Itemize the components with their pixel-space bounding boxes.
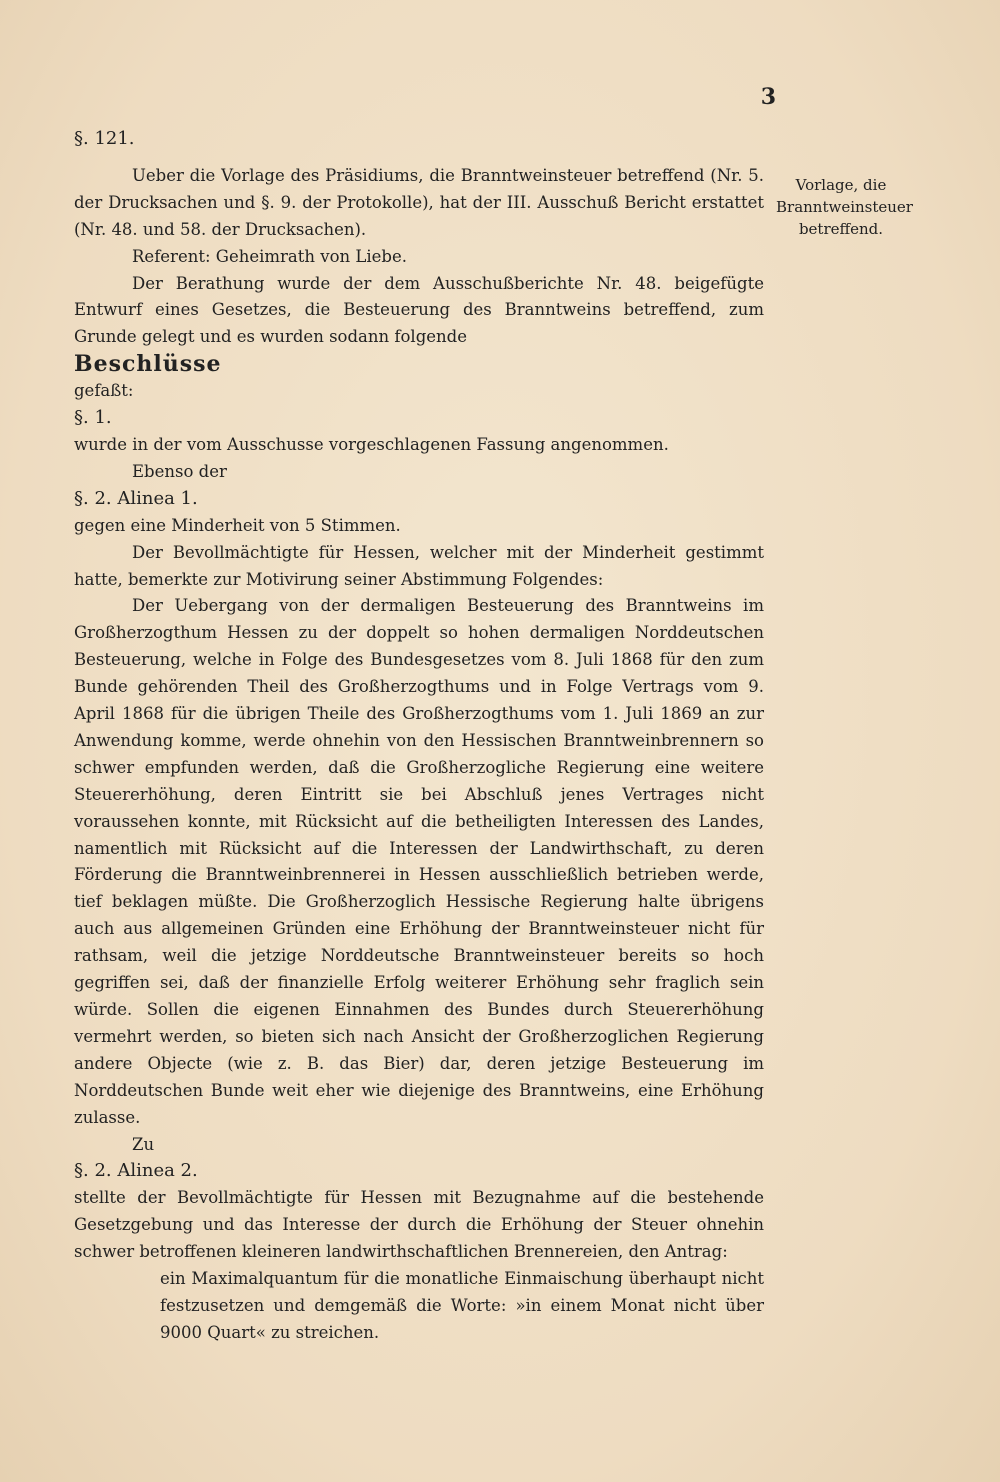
paragraph-berathung: Der Berathung wurde der dem Ausschußberichte Nr. 48. beigefügte Entwurf eines Gesetzes, die Besteuerung des Branntweins betreffend, zum Grunde gelegt und es wurden sodann folgende: [74, 273, 764, 347]
paragraph-angenommen: wurde in der vom Ausschusse vorgeschlagenen Fassung angenommen.: [74, 434, 669, 454]
paragraph-antrag: stellte der Bevollmächtigte für Hessen mit Bezugnahme auf die bestehende Gesetzgebung und das Interesse der durch die Erhöhung der Steuer ohnehin schwer betroffenen kleineren landwirthschaftlichen Brennereien, den Antrag:: [74, 1188, 764, 1262]
section-heading-2-alinea-1: §. 2. Alinea 1.: [74, 487, 198, 509]
paragraph-vorlage: Ueber die Vorlage des Präsidiums, die Branntweinsteuer betreffend (Nr. 5. der Drucksachen und §. 9. der Protokolle), hat der III. Ausschuß Bericht erstattet (Nr. 48. und 58. der Drucksachen).: [74, 165, 764, 239]
page-number: 3: [760, 84, 776, 110]
paragraph-bevollmaechtigte: Der Bevollmächtigte für Hessen, welcher mit der Minderheit gestimmt hatte, bemerkte zur Motivirung seiner Abstimmung Folgendes:: [74, 542, 764, 589]
decisions-heading: Beschlüsse: [74, 351, 222, 378]
paragraph-maximalquantum: ein Maximalquantum für die monatliche Einmaischung überhaupt nicht festzusetzen und demgemäß die Worte: »in einem Monat nicht über 9000 Quart« zu streichen.: [160, 1269, 764, 1342]
body-text: [74, 126, 764, 1347]
section-heading-121: §. 121.: [74, 128, 135, 149]
paragraph-uebergang: Der Uebergang von der dermaligen Besteuerung des Branntweins im Großherzogthum Hessen zu der doppelt so hohen dermaligen Norddeutschen Besteuerung, welche in Folge des Bundesgesetzes vom 8. Juli 1868 für den zum Bunde gehörenden Theil des Großherzogthums und in Folge Vertrags vom 9. April 1868 für die übrigen Theile des Großherzogthums vom 1. Juli 1869 an zur Anwendung komme, werde ohnehin von den Hessischen Branntweinbrennern so schwer empfunden werden, daß die Großherzogliche Regierung eine weitere Steuererhöhung, deren Eintritt sie bei Abschluß jenes Vertrages nicht voraussehen konnte, mit Rücksicht auf die betheiligten Interessen des Landes, namentlich mit Rücksicht auf die Interessen der Landwirthschaft, zu deren Förderung die Branntweinbrennerei in Hessen ausschließlich betrieben werde, tief beklagen müßte. Die Großherzoglich Hessische Regierung halte übrigens auch aus allgemeinen Gründen eine Erhöhung der Branntweinsteuer nicht für rathsam, weil die jetzige Norddeutsche Branntweinsteuer bereits so hoch gegriffen sei, daß der finanzielle Erfolg weiterer Erhöhung sehr fraglich sein würde. Sollen die eigenen Einnahmen des Bundes durch Steuererhöhung vermehrt werden, so bieten sich nach Ansicht der Großherzoglichen Regierung andere Objecte (wie z. B. das Bier) dar, deren jetzige Besteuerung im Norddeutschen Bunde weit eher wie diejenige des Branntweins, eine Erhöhung zulasse.: [74, 596, 764, 1127]
zu-line: Zu: [132, 1134, 155, 1154]
paragraph-minderheit: gegen eine Minderheit von 5 Stimmen.: [74, 515, 401, 535]
referent-line: Referent: Geheimrath von Liebe.: [132, 246, 407, 266]
section-heading-2-alinea-2: §. 2. Alinea 2.: [74, 1160, 198, 1182]
ebenso-line: Ebenso der: [132, 461, 227, 481]
gefasst-line: gefaßt:: [74, 381, 134, 401]
margin-note: Vorlage, die Branntweinsteuer betreffend.: [776, 176, 913, 238]
section-heading-1: §. 1.: [74, 407, 112, 429]
